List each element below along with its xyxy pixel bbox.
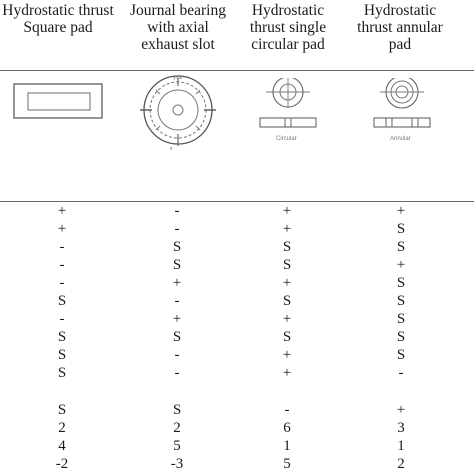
table-cell: - [174, 221, 180, 237]
table-cell: S [396, 329, 406, 345]
table-cell: S [396, 347, 406, 363]
table-cell: - [59, 257, 65, 273]
table-cell: + [57, 221, 67, 237]
table-cell: S [396, 221, 406, 237]
table-cell: + [396, 203, 406, 219]
table-cell: - [59, 239, 65, 255]
table-cell: - [174, 203, 180, 219]
header-separator-line [0, 70, 474, 71]
journal-sketch-label: γmo [173, 75, 183, 81]
journal-sketch-mark: x [170, 146, 173, 152]
column-header-annular-pad: Hydrostatic thrust annular pad [357, 2, 443, 53]
table-cell: - [284, 402, 290, 418]
table-cell: 5 [283, 456, 291, 472]
table-cell: 6 [283, 420, 291, 436]
table-cell: S [396, 311, 406, 327]
table-cell: + [282, 311, 292, 327]
table-cell: - [174, 365, 180, 381]
column-header-journal-bearing: Journal bearing with axial exhaust slot [130, 2, 226, 53]
table-cell: - [59, 275, 65, 291]
table-cell: - [174, 293, 180, 309]
table-cell: S [172, 329, 182, 345]
table-cell: + [282, 203, 292, 219]
table-cell: S [282, 293, 292, 309]
square-pad-sketch [8, 76, 108, 124]
table-cell: S [396, 239, 406, 255]
table-cell: 1 [397, 438, 405, 454]
table-cell: S [57, 293, 67, 309]
table-cell: 2 [173, 420, 181, 436]
table-cell: - [398, 365, 404, 381]
table-cell: 1 [283, 438, 291, 454]
table-cell: 3 [397, 420, 405, 436]
table-cell: S [396, 275, 406, 291]
table-cell: + [282, 221, 292, 237]
table-cell: S [282, 239, 292, 255]
table-cell: + [57, 203, 67, 219]
body-separator-line [0, 201, 474, 202]
table-cell: S [57, 329, 67, 345]
journal-bearing-sketch [126, 74, 230, 152]
table-cell: 2 [397, 456, 405, 472]
table-cell: S [172, 402, 182, 418]
column-header-square-pad: Hydrostatic thrust Square pad [2, 2, 114, 36]
table-cell: 5 [173, 438, 181, 454]
circular-pad-sketch [252, 78, 324, 148]
table-cell: S [282, 329, 292, 345]
circular-sketch-caption: Circular [276, 136, 297, 142]
table-cell: S [57, 402, 67, 418]
table-cell: + [172, 311, 182, 327]
table-cell: - [59, 311, 65, 327]
table-cell: S [172, 257, 182, 273]
annular-sketch-caption: Annular [390, 136, 411, 142]
table-cell: S [57, 365, 67, 381]
table-cell: 2 [58, 420, 66, 436]
table-cell: - [174, 347, 180, 363]
annular-pad-sketch [364, 78, 440, 148]
table-cell: + [172, 275, 182, 291]
column-header-circular-pad: Hydrostatic thrust single circular pad [249, 2, 327, 53]
table-cell: + [396, 402, 406, 418]
table-cell: 4 [58, 438, 66, 454]
table-cell: + [282, 275, 292, 291]
table-cell: + [282, 347, 292, 363]
table-cell: S [172, 239, 182, 255]
table-cell: -2 [55, 456, 69, 472]
table-cell: + [396, 257, 406, 273]
table-cell: -3 [170, 456, 184, 472]
table-cell: S [282, 257, 292, 273]
table-cell: S [396, 293, 406, 309]
table-cell: + [282, 365, 292, 381]
table-cell: S [57, 347, 67, 363]
